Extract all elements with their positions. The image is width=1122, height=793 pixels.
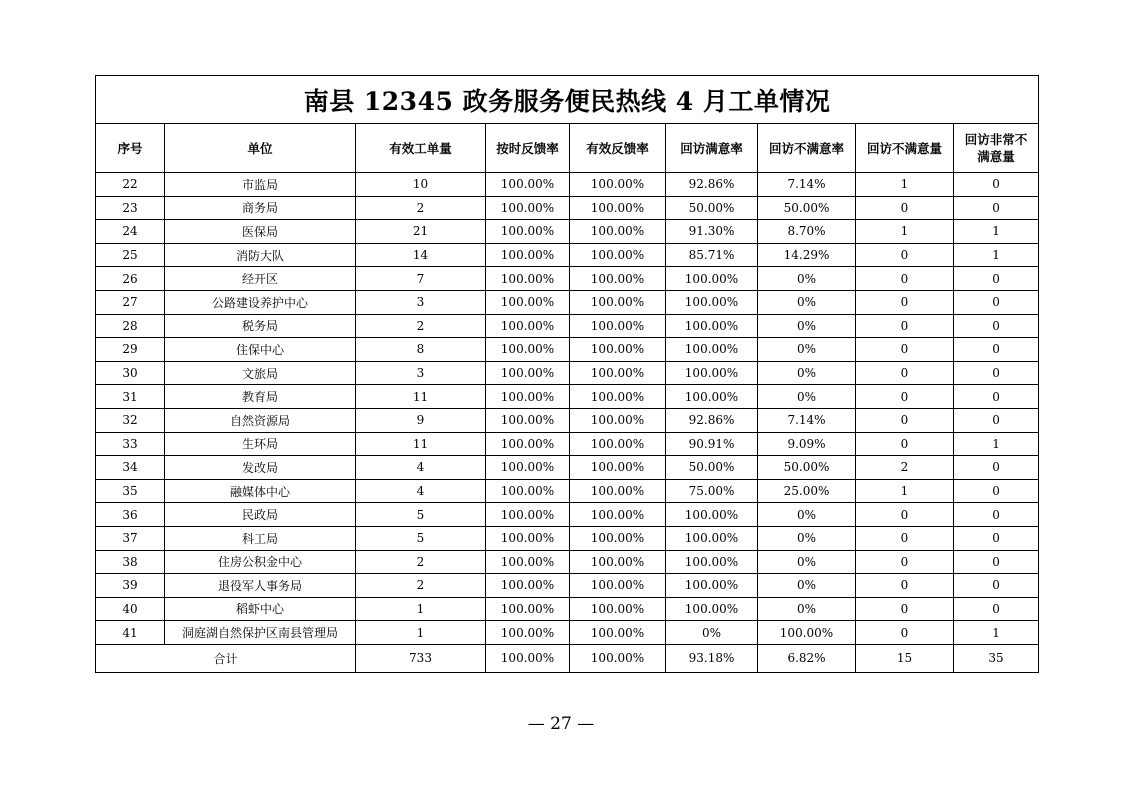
table-cell: 0% bbox=[666, 621, 758, 645]
header-row bbox=[96, 124, 1039, 173]
table-cell: 0% bbox=[758, 314, 856, 338]
table-cell: 消防大队 bbox=[165, 243, 356, 267]
table-cell: 教育局 bbox=[165, 385, 356, 409]
table-body bbox=[96, 173, 1039, 645]
table-cell: 100.00% bbox=[486, 432, 570, 456]
table-cell: 0 bbox=[954, 456, 1039, 480]
table-cell: 100.00% bbox=[570, 456, 666, 480]
table-cell: 0 bbox=[954, 550, 1039, 574]
table-cell: 1 bbox=[856, 220, 954, 244]
header-cell-ontime-rate: 按时反馈率 bbox=[486, 124, 570, 173]
table-cell: 0 bbox=[856, 290, 954, 314]
table-cell: 0 bbox=[856, 408, 954, 432]
table-cell: 39 bbox=[96, 574, 165, 598]
table-cell: 100.00% bbox=[486, 385, 570, 409]
table-cell: 8 bbox=[356, 338, 486, 362]
table-cell: 2 bbox=[356, 196, 486, 220]
table-cell: 11 bbox=[356, 432, 486, 456]
table-cell: 2 bbox=[856, 456, 954, 480]
table-cell: 7.14% bbox=[758, 408, 856, 432]
table-cell: 0 bbox=[954, 290, 1039, 314]
table-cell: 100.00% bbox=[570, 550, 666, 574]
table-cell: 生环局 bbox=[165, 432, 356, 456]
table-cell: 0 bbox=[954, 385, 1039, 409]
table-cell: 100.00% bbox=[486, 173, 570, 197]
table-cell: 100.00% bbox=[666, 526, 758, 550]
total-cell: 35 bbox=[954, 644, 1039, 672]
table-cell: 0 bbox=[856, 385, 954, 409]
table-cell: 22 bbox=[96, 173, 165, 197]
table-cell: 1 bbox=[954, 621, 1039, 645]
table-cell: 融媒体中心 bbox=[165, 479, 356, 503]
table-cell: 50.00% bbox=[758, 456, 856, 480]
table-cell: 37 bbox=[96, 526, 165, 550]
table-cell: 0% bbox=[758, 338, 856, 362]
table-title: 南县 12345 政务服务便民热线 4 月工单情况 bbox=[96, 76, 1039, 124]
table-row bbox=[96, 385, 1039, 409]
table-cell: 0 bbox=[954, 314, 1039, 338]
table-cell: 稻虾中心 bbox=[165, 597, 356, 621]
table-cell: 100.00% bbox=[666, 361, 758, 385]
table-cell: 自然资源局 bbox=[165, 408, 356, 432]
table-cell: 38 bbox=[96, 550, 165, 574]
table-cell: 0% bbox=[758, 503, 856, 527]
total-cell: 15 bbox=[856, 644, 954, 672]
table-cell: 100.00% bbox=[666, 314, 758, 338]
table-row bbox=[96, 550, 1039, 574]
table-cell: 0 bbox=[954, 408, 1039, 432]
table-cell: 100.00% bbox=[666, 597, 758, 621]
table-cell: 100.00% bbox=[486, 456, 570, 480]
table-cell: 0% bbox=[758, 361, 856, 385]
table-cell: 0% bbox=[758, 385, 856, 409]
table-cell: 0 bbox=[954, 526, 1039, 550]
table-cell: 0 bbox=[954, 597, 1039, 621]
table-cell: 100.00% bbox=[666, 338, 758, 362]
table-cell: 92.86% bbox=[666, 408, 758, 432]
table-cell: 100.00% bbox=[486, 526, 570, 550]
table-cell: 0 bbox=[856, 267, 954, 291]
table-row bbox=[96, 408, 1039, 432]
table-cell: 32 bbox=[96, 408, 165, 432]
table-cell: 100.00% bbox=[570, 479, 666, 503]
header-cell-index: 序号 bbox=[96, 124, 165, 173]
table-cell: 2 bbox=[356, 574, 486, 598]
table-cell: 11 bbox=[356, 385, 486, 409]
table-cell: 100.00% bbox=[666, 267, 758, 291]
table-cell: 文旅局 bbox=[165, 361, 356, 385]
table-cell: 100.00% bbox=[570, 267, 666, 291]
table-cell: 0 bbox=[856, 338, 954, 362]
table-cell: 100.00% bbox=[486, 550, 570, 574]
table-cell: 100.00% bbox=[486, 314, 570, 338]
table-cell: 住房公积金中心 bbox=[165, 550, 356, 574]
table-cell: 1 bbox=[356, 597, 486, 621]
table-cell: 0 bbox=[954, 479, 1039, 503]
table-cell: 100.00% bbox=[486, 196, 570, 220]
table-cell: 100.00% bbox=[666, 574, 758, 598]
table-cell: 0 bbox=[954, 574, 1039, 598]
table-cell: 0 bbox=[856, 550, 954, 574]
table-cell: 100.00% bbox=[666, 503, 758, 527]
table-cell: 0% bbox=[758, 597, 856, 621]
table-cell: 100.00% bbox=[570, 408, 666, 432]
table-cell: 0 bbox=[954, 196, 1039, 220]
table-cell: 100.00% bbox=[570, 385, 666, 409]
table-cell: 4 bbox=[356, 479, 486, 503]
table-cell: 41 bbox=[96, 621, 165, 645]
table-cell: 14 bbox=[356, 243, 486, 267]
table-cell: 100.00% bbox=[570, 243, 666, 267]
table-row bbox=[96, 314, 1039, 338]
table-cell: 0 bbox=[856, 432, 954, 456]
table-cell: 1 bbox=[356, 621, 486, 645]
table-row bbox=[96, 432, 1039, 456]
table-cell: 100.00% bbox=[666, 290, 758, 314]
table-cell: 100.00% bbox=[570, 338, 666, 362]
table-cell: 市监局 bbox=[165, 173, 356, 197]
table-cell: 0 bbox=[856, 361, 954, 385]
table-cell: 100.00% bbox=[570, 526, 666, 550]
table-cell: 8.70% bbox=[758, 220, 856, 244]
table-cell: 85.71% bbox=[666, 243, 758, 267]
total-cell: 93.18% bbox=[666, 644, 758, 672]
table-cell: 35 bbox=[96, 479, 165, 503]
table-cell: 0 bbox=[856, 574, 954, 598]
table-cell: 100.00% bbox=[758, 621, 856, 645]
table-cell: 50.00% bbox=[666, 456, 758, 480]
table-cell: 100.00% bbox=[570, 621, 666, 645]
table-row bbox=[96, 574, 1039, 598]
table-row bbox=[96, 173, 1039, 197]
table-cell: 100.00% bbox=[486, 290, 570, 314]
table-cell: 经开区 bbox=[165, 267, 356, 291]
table-cell: 5 bbox=[356, 526, 486, 550]
table-cell: 100.00% bbox=[666, 385, 758, 409]
table-cell: 100.00% bbox=[570, 574, 666, 598]
table-cell: 1 bbox=[954, 243, 1039, 267]
table-cell: 91.30% bbox=[666, 220, 758, 244]
table-cell: 0 bbox=[954, 338, 1039, 362]
table-cell: 100.00% bbox=[570, 597, 666, 621]
table-cell: 31 bbox=[96, 385, 165, 409]
table-cell: 100.00% bbox=[570, 314, 666, 338]
table-cell: 5 bbox=[356, 503, 486, 527]
table-cell: 0 bbox=[856, 243, 954, 267]
table-cell: 21 bbox=[356, 220, 486, 244]
table-row bbox=[96, 526, 1039, 550]
table-cell: 75.00% bbox=[666, 479, 758, 503]
table-cell: 100.00% bbox=[666, 550, 758, 574]
table-cell: 50.00% bbox=[758, 196, 856, 220]
table-cell: 100.00% bbox=[570, 196, 666, 220]
header-cell-very-dissatisfied-count: 回访非常不 满意量 bbox=[954, 124, 1039, 173]
table-cell: 100.00% bbox=[486, 361, 570, 385]
header-cell-dissatisfaction-rate: 回访不满意率 bbox=[758, 124, 856, 173]
table-row bbox=[96, 503, 1039, 527]
table-cell: 27 bbox=[96, 290, 165, 314]
table-cell: 14.29% bbox=[758, 243, 856, 267]
table-cell: 100.00% bbox=[486, 574, 570, 598]
table-cell: 100.00% bbox=[486, 597, 570, 621]
table-cell: 100.00% bbox=[570, 503, 666, 527]
table-cell: 3 bbox=[356, 361, 486, 385]
table-cell: 0 bbox=[856, 314, 954, 338]
table-cell: 100.00% bbox=[486, 408, 570, 432]
table-row bbox=[96, 243, 1039, 267]
table-cell: 0 bbox=[954, 173, 1039, 197]
table-cell: 40 bbox=[96, 597, 165, 621]
table-cell: 0 bbox=[856, 597, 954, 621]
table-row bbox=[96, 267, 1039, 291]
table-cell: 100.00% bbox=[486, 267, 570, 291]
table-cell: 3 bbox=[356, 290, 486, 314]
total-cell: 6.82% bbox=[758, 644, 856, 672]
table-cell: 1 bbox=[856, 173, 954, 197]
table-row bbox=[96, 479, 1039, 503]
table-cell: 100.00% bbox=[486, 479, 570, 503]
table-row bbox=[96, 456, 1039, 480]
table-cell: 2 bbox=[356, 550, 486, 574]
table-cell: 退役军人事务局 bbox=[165, 574, 356, 598]
table-cell: 50.00% bbox=[666, 196, 758, 220]
table-cell: 7 bbox=[356, 267, 486, 291]
table-row bbox=[96, 196, 1039, 220]
table-cell: 90.91% bbox=[666, 432, 758, 456]
table-cell: 36 bbox=[96, 503, 165, 527]
table-cell: 92.86% bbox=[666, 173, 758, 197]
table-cell: 4 bbox=[356, 456, 486, 480]
table-cell: 0 bbox=[954, 267, 1039, 291]
table-cell: 2 bbox=[356, 314, 486, 338]
table-cell: 0% bbox=[758, 267, 856, 291]
table-cell: 商务局 bbox=[165, 196, 356, 220]
table-cell: 100.00% bbox=[570, 432, 666, 456]
table-cell: 100.00% bbox=[570, 220, 666, 244]
header-cell-unit: 单位 bbox=[165, 124, 356, 173]
table-cell: 1 bbox=[856, 479, 954, 503]
table-cell: 1 bbox=[954, 220, 1039, 244]
table-cell: 100.00% bbox=[486, 220, 570, 244]
table-row bbox=[96, 338, 1039, 362]
table-cell: 民政局 bbox=[165, 503, 356, 527]
table-row bbox=[96, 361, 1039, 385]
table-cell: 住保中心 bbox=[165, 338, 356, 362]
total-label: 合计 bbox=[96, 644, 356, 672]
page-number: — 27 — bbox=[527, 714, 595, 734]
table-cell: 23 bbox=[96, 196, 165, 220]
table-row bbox=[96, 621, 1039, 645]
table-cell: 28 bbox=[96, 314, 165, 338]
table-cell: 0% bbox=[758, 526, 856, 550]
table-cell: 0% bbox=[758, 574, 856, 598]
table-cell: 0 bbox=[954, 503, 1039, 527]
total-cell: 100.00% bbox=[486, 644, 570, 672]
table-cell: 0% bbox=[758, 550, 856, 574]
table-cell: 7.14% bbox=[758, 173, 856, 197]
table-cell: 0% bbox=[758, 290, 856, 314]
table-cell: 34 bbox=[96, 456, 165, 480]
table-cell: 25.00% bbox=[758, 479, 856, 503]
table-row bbox=[96, 220, 1039, 244]
table-cell: 公路建设养护中心 bbox=[165, 290, 356, 314]
table-cell: 24 bbox=[96, 220, 165, 244]
header-cell-dissatisfied-count: 回访不满意量 bbox=[856, 124, 954, 173]
table-cell: 26 bbox=[96, 267, 165, 291]
table-cell: 100.00% bbox=[486, 338, 570, 362]
table-cell: 10 bbox=[356, 173, 486, 197]
table-cell: 0 bbox=[856, 196, 954, 220]
header-cell-valid-orders: 有效工单量 bbox=[356, 124, 486, 173]
table-cell: 100.00% bbox=[570, 173, 666, 197]
table-cell: 29 bbox=[96, 338, 165, 362]
table-cell: 30 bbox=[96, 361, 165, 385]
table-cell: 科工局 bbox=[165, 526, 356, 550]
table-cell: 医保局 bbox=[165, 220, 356, 244]
table-cell: 0 bbox=[954, 361, 1039, 385]
table-cell: 9 bbox=[356, 408, 486, 432]
table-cell: 100.00% bbox=[486, 503, 570, 527]
table-cell: 100.00% bbox=[570, 361, 666, 385]
table-cell: 9.09% bbox=[758, 432, 856, 456]
table-cell: 发改局 bbox=[165, 456, 356, 480]
table-cell: 1 bbox=[954, 432, 1039, 456]
table-cell: 100.00% bbox=[486, 621, 570, 645]
total-row bbox=[96, 644, 1039, 672]
header-cell-satisfaction-rate: 回访满意率 bbox=[666, 124, 758, 173]
table-cell: 0 bbox=[856, 503, 954, 527]
table-cell: 0 bbox=[856, 621, 954, 645]
table-row bbox=[96, 290, 1039, 314]
table-cell: 洞庭湖自然保护区南县管理局 bbox=[165, 621, 356, 645]
total-cell: 733 bbox=[356, 644, 486, 672]
table-cell: 33 bbox=[96, 432, 165, 456]
table-row bbox=[96, 597, 1039, 621]
report-table bbox=[95, 75, 1039, 673]
header-cell-valid-feedback-rate: 有效反馈率 bbox=[570, 124, 666, 173]
total-cell: 100.00% bbox=[570, 644, 666, 672]
table-cell: 25 bbox=[96, 243, 165, 267]
table-cell: 100.00% bbox=[570, 290, 666, 314]
table-cell: 税务局 bbox=[165, 314, 356, 338]
table-cell: 100.00% bbox=[486, 243, 570, 267]
table-cell: 0 bbox=[856, 526, 954, 550]
